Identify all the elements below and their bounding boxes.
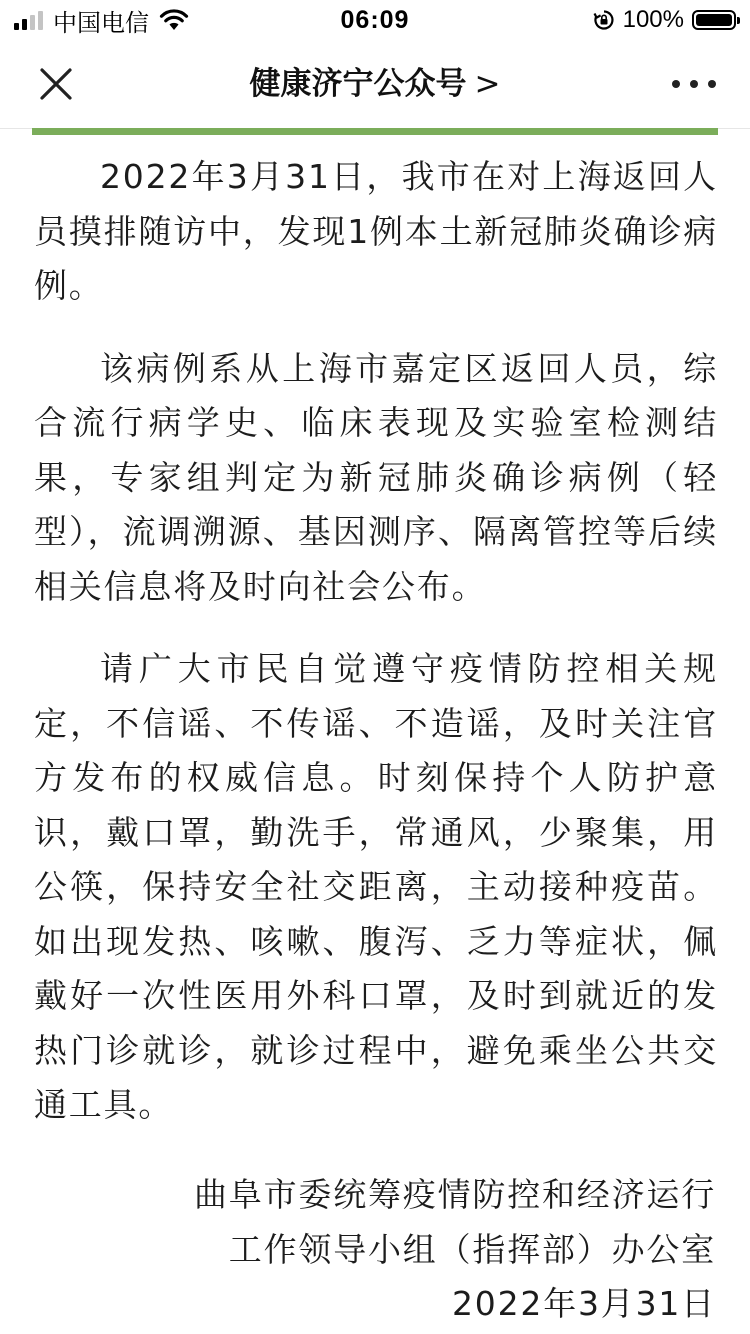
status-right <box>593 6 736 34</box>
accent-divider <box>32 128 718 135</box>
signature-block <box>194 1168 716 1332</box>
account-title: 健康济宁公众号 <box>249 66 467 102</box>
article-paragraph: 2022年3月31日，我市在对上海返回人员摸排随访中，发现1例本土新冠肺炎确诊病例。 <box>34 157 718 305</box>
battery-icon <box>692 10 736 30</box>
article-paragraph: 该病例系从上海市嘉定区返回人员，综合流行病学史、临床表现及实验室检测结果，专家组判定为新冠肺炎确诊病例（轻型），流调溯源、基因测序、隔离管控等后续相关信息将及时向社会公布。 <box>34 348 718 606</box>
signature-org-line1: 曲阜市委统筹疫情防控和经济运行 <box>194 1175 716 1214</box>
more-icon[interactable] <box>672 66 716 102</box>
signature-date: 2022年3月31日 <box>452 1284 716 1323</box>
account-title-link[interactable] <box>0 64 750 104</box>
signature-org-line2: 工作领导小组（指挥部）办公室 <box>228 1229 716 1269</box>
nav-bar <box>0 40 750 129</box>
article-body <box>34 150 718 1161</box>
rotation-lock-icon <box>593 9 615 31</box>
carrier-label: 中国电信 <box>53 9 149 37</box>
article-paragraph: 请广大市民自觉遵守疫情防控相关规定，不信谣、不传谣、不造谣，及时关注官方发布的权威信息。时刻保持个人防护意识，戴口罩，勤洗手，常通风，少聚集，用公筷，保持安全社交距离，主动接种疫苗。如出现发热、咳嗽、腹泻、乏力等症状，佩戴好一次性医用外科口罩，及时到就近的发热门诊就诊，就诊过程中，避免乘坐公共交通工具。 <box>34 649 718 1124</box>
chevron-right-icon: > <box>474 66 501 102</box>
status-time: 06:09 <box>340 6 410 34</box>
status-bar <box>0 0 750 40</box>
battery-percent: 100% <box>622 6 684 33</box>
